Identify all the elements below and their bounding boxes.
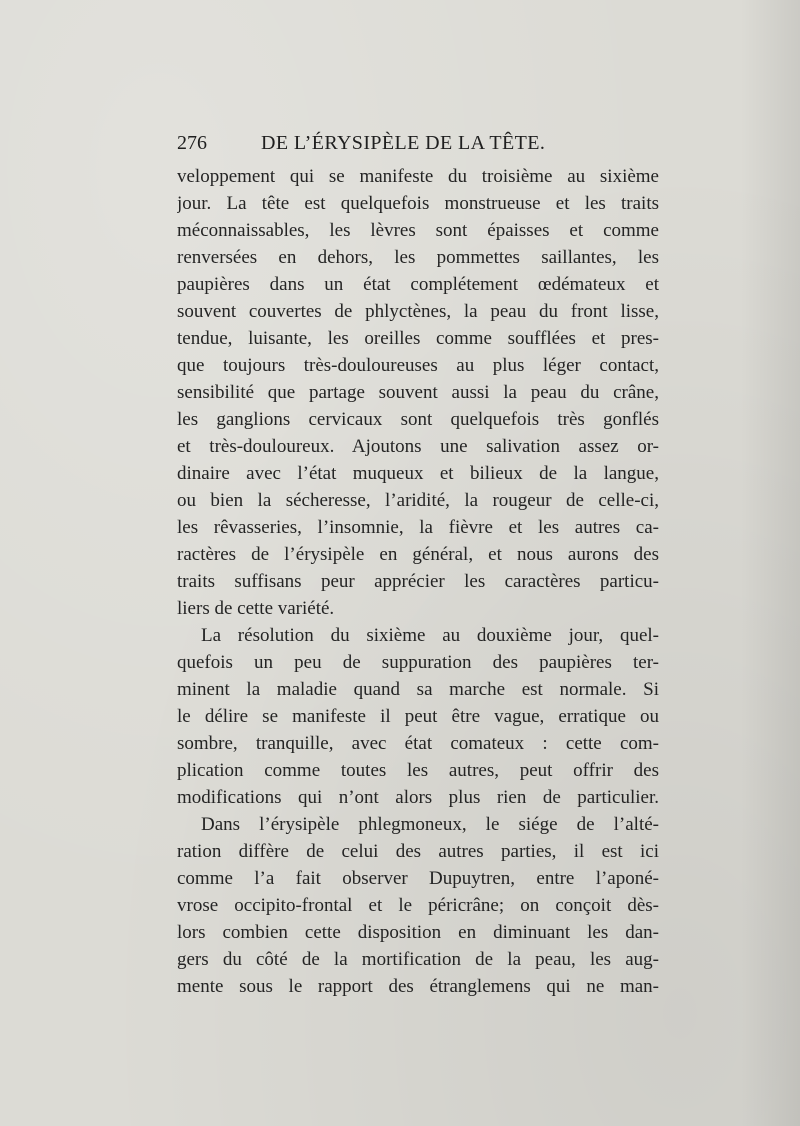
paragraph-end-line: liers de cette variété. — [177, 598, 335, 619]
text-line: dinaire avec l’état muqueux et bilieux de la langue, — [177, 463, 659, 484]
text-line: renversées en dehors, les pommettes saillantes, les — [177, 247, 659, 268]
page-number: 276 — [177, 132, 207, 154]
page-header — [177, 130, 657, 160]
text-line: et très-douloureux. Ajoutons une salivation assez or- — [177, 436, 659, 457]
text-line: les ganglions cervicaux sont quelquefois très gonflés — [177, 409, 659, 430]
text-line: minent la maladie quand sa marche est normale. Si — [177, 679, 659, 700]
text-line: comme l’a fait observer Dupuytren, entre l’aponé- — [177, 868, 659, 889]
text-line: ractères de l’érysipèle en général, et nous aurons des — [177, 544, 659, 565]
body-text — [177, 163, 659, 1000]
text-line: plication comme toutes les autres, peut offrir des — [177, 760, 659, 781]
text-line: tendue, luisante, les oreilles comme soufflées et pres- — [177, 328, 659, 349]
paragraph-start-line: La résolution du sixième au douxième jour, quel- — [201, 625, 659, 646]
text-line: le délire se manifeste il peut être vague, erratique ou — [177, 706, 659, 727]
text-line: ration diffère de celui des autres parties, il est ici — [177, 841, 659, 862]
text-line: les rêvasseries, l’insomnie, la fièvre et les autres ca- — [177, 517, 659, 538]
text-line: ou bien la sécheresse, l’aridité, la rougeur de celle-ci, — [177, 490, 659, 511]
text-line: sensibilité que partage souvent aussi la peau du crâne, — [177, 382, 659, 403]
paragraph-end-line: modifications qui n’ont alors plus rien de particulier. — [177, 787, 659, 808]
paragraph-start-line: Dans l’érysipèle phlegmoneux, le siége de l’alté- — [201, 814, 659, 835]
text-line: traits suffisans peur apprécier les caractères particu- — [177, 571, 659, 592]
text-line: que toujours très-douloureuses au plus léger contact, — [177, 355, 659, 376]
text-line: veloppement qui se manifeste du troisième au sixième — [177, 166, 659, 187]
text-line: vrose occipito-frontal et le péricrâne; on conçoit dès- — [177, 895, 659, 916]
text-line: lors combien cette disposition en diminuant les dan- — [177, 922, 659, 943]
text-line: gers du côté de la mortification de la peau, les aug- — [177, 949, 659, 970]
running-head: DE L’ÉRYSIPÈLE DE LA TÊTE. — [261, 132, 546, 154]
page-edge-shadow — [740, 0, 800, 1126]
text-line: sombre, tranquille, avec état comateux : cette com- — [177, 733, 659, 754]
text-line: quefois un peu de suppuration des paupières ter- — [177, 652, 659, 673]
text-line: jour. La tête est quelquefois monstrueuse et les traits — [177, 193, 659, 214]
text-line: paupières dans un état complétement œdémateux et — [177, 274, 659, 295]
text-line: mente sous le rapport des étranglemens qui ne man- — [177, 976, 659, 997]
text-line: méconnaissables, les lèvres sont épaisses et comme — [177, 220, 659, 241]
text-line: souvent couvertes de phlyctènes, la peau du front lisse, — [177, 301, 659, 322]
